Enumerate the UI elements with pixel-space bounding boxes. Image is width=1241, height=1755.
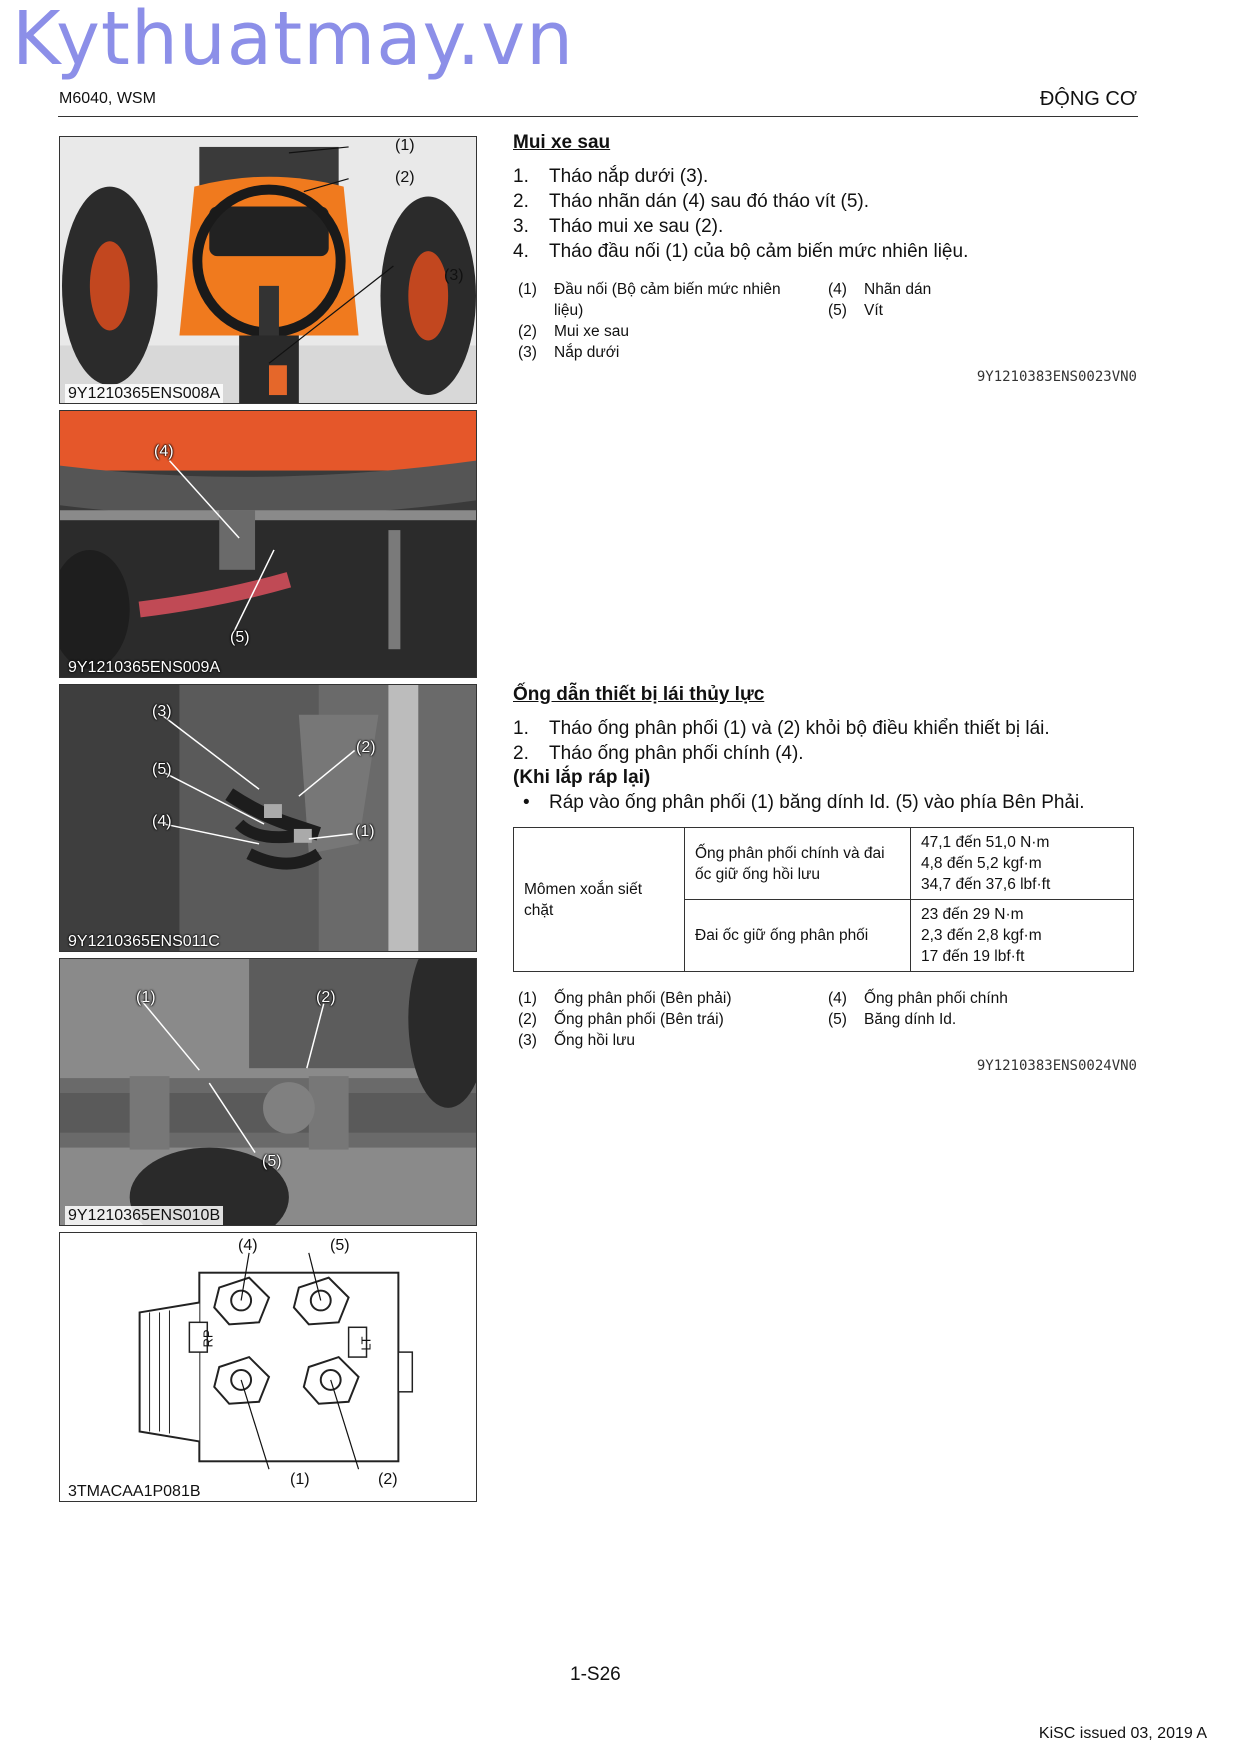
header-model: M6040, WSM	[59, 90, 156, 107]
bullet-dot: •	[523, 792, 530, 813]
axle-illustration	[60, 959, 476, 1225]
hoses-illustration	[60, 685, 476, 951]
torque-values: 47,1 đến 51,0 N·m 4,8 đến 5,2 kgf·m 34,7 đến 37,6 lbf·ft	[911, 828, 1134, 900]
port-mark: LT	[358, 1336, 374, 1351]
legend-item: (3) Ống hồi lưu	[518, 1032, 636, 1049]
header-divider	[58, 116, 1138, 117]
photo-code: 9Y1210365ENS009A	[68, 659, 221, 676]
section-title-rear-hood: Mui xe sau	[513, 132, 611, 153]
torque-label: Mômen xoắn siết chặt	[514, 828, 685, 972]
callout: (1)	[136, 989, 156, 1006]
step-item: 1. Tháo ống phân phối (1) và (2) khỏi bộ điều khiển thiết bị lái.	[513, 718, 1050, 739]
reference-code: 9Y1210383ENS0023VN0	[976, 369, 1137, 385]
legend-item: (2) Ống phân phối (Bên trái)	[518, 1011, 724, 1028]
photo-hood	[59, 410, 477, 678]
callout: (3)	[444, 267, 464, 284]
torque-item: Ống phân phối chính và đai ốc giữ ống hồi lưu	[685, 828, 911, 900]
reference-code: 9Y1210383ENS0024VN0	[976, 1058, 1137, 1074]
issue-note: KiSC issued 03, 2019 A	[1038, 1725, 1207, 1742]
hood-illustration	[60, 411, 476, 677]
torque-table	[513, 827, 1134, 972]
callout: (1)	[395, 137, 415, 154]
step-item: 2. Tháo ống phân phối chính (4).	[513, 743, 804, 764]
callout: (2)	[356, 739, 376, 756]
callout: (2)	[316, 989, 336, 1006]
legend-item: (5) Băng dính Id.	[828, 1011, 957, 1028]
callout: (4)	[152, 813, 172, 830]
legend-item: (4) Ống phân phối chính	[828, 990, 1008, 1007]
callout: (5)	[152, 761, 172, 778]
callout: (4)	[238, 1237, 258, 1254]
watermark: Kythuatmay.vn	[12, 0, 575, 82]
legend-item: (1) Đầu nối (Bộ cảm biến mức nhiên liệu)	[518, 281, 781, 319]
torque-values: 23 đến 29 N·m 2,3 đến 2,8 kgf·m 17 đến 19 lbf·ft	[911, 900, 1134, 972]
callout: (1)	[290, 1471, 310, 1488]
legend-left-rear-hood	[518, 279, 808, 363]
photo-dashboard	[59, 136, 477, 404]
photo-code: 3TMACAA1P081B	[65, 1482, 204, 1501]
photo-axle	[59, 958, 477, 1226]
steering-unit-drawing	[60, 1233, 476, 1501]
legend-item: (3) Nắp dưới	[518, 344, 620, 361]
reassembly-bullet: • Ráp vào ống phân phối (1) băng dính Id. (5) vào phía Bên Phải.	[523, 792, 1085, 813]
section-title-power-steering-hoses: Ống dẫn thiết bị lái thủy lực	[513, 684, 765, 705]
reassembly-title: (Khi lắp ráp lại)	[513, 767, 651, 788]
header-section: ĐỘNG CƠ	[1039, 88, 1137, 110]
callout: (5)	[262, 1153, 282, 1170]
legend-item: (1) Ống phân phối (Bên phải)	[518, 990, 732, 1007]
legend-right-rear-hood	[828, 279, 1128, 321]
legend-item: (2) Mui xe sau	[518, 323, 629, 340]
steps-list-rear-hood	[513, 164, 1133, 264]
legend-item: (5) Vít	[828, 302, 883, 319]
photo-code: 9Y1210365ENS010B	[65, 1206, 223, 1225]
step-item: 1. Tháo nắp dưới (3).	[513, 166, 709, 187]
photo-hoses	[59, 684, 477, 952]
legend-item: (4) Nhãn dán	[828, 281, 932, 298]
step-item: 2. Tháo nhãn dán (4) sau đó tháo vít (5).	[513, 191, 870, 212]
steps-list-power-steering	[513, 716, 1153, 766]
step-item: 4. Tháo đầu nối (1) của bộ cảm biến mức nhiên liệu.	[513, 241, 969, 262]
callout: (4)	[154, 443, 174, 460]
legend-left-power-steering	[518, 988, 808, 1051]
callout: (3)	[152, 703, 172, 720]
page-number: 1-S26	[570, 1664, 621, 1685]
step-item: 3. Tháo mui xe sau (2).	[513, 216, 724, 237]
photo-code: 9Y1210365ENS011C	[68, 933, 220, 950]
legend-right-power-steering	[828, 988, 1128, 1030]
port-mark: RP	[200, 1329, 216, 1348]
callout: (2)	[378, 1471, 398, 1488]
callout: (2)	[395, 169, 415, 186]
callout: (1)	[355, 823, 375, 840]
callout: (5)	[330, 1237, 350, 1254]
diagram-steering-unit	[59, 1232, 477, 1502]
torque-item: Đai ốc giữ ống phân phối	[685, 900, 911, 972]
callout: (5)	[230, 629, 250, 646]
photo-code: 9Y1210365ENS008A	[65, 384, 223, 403]
